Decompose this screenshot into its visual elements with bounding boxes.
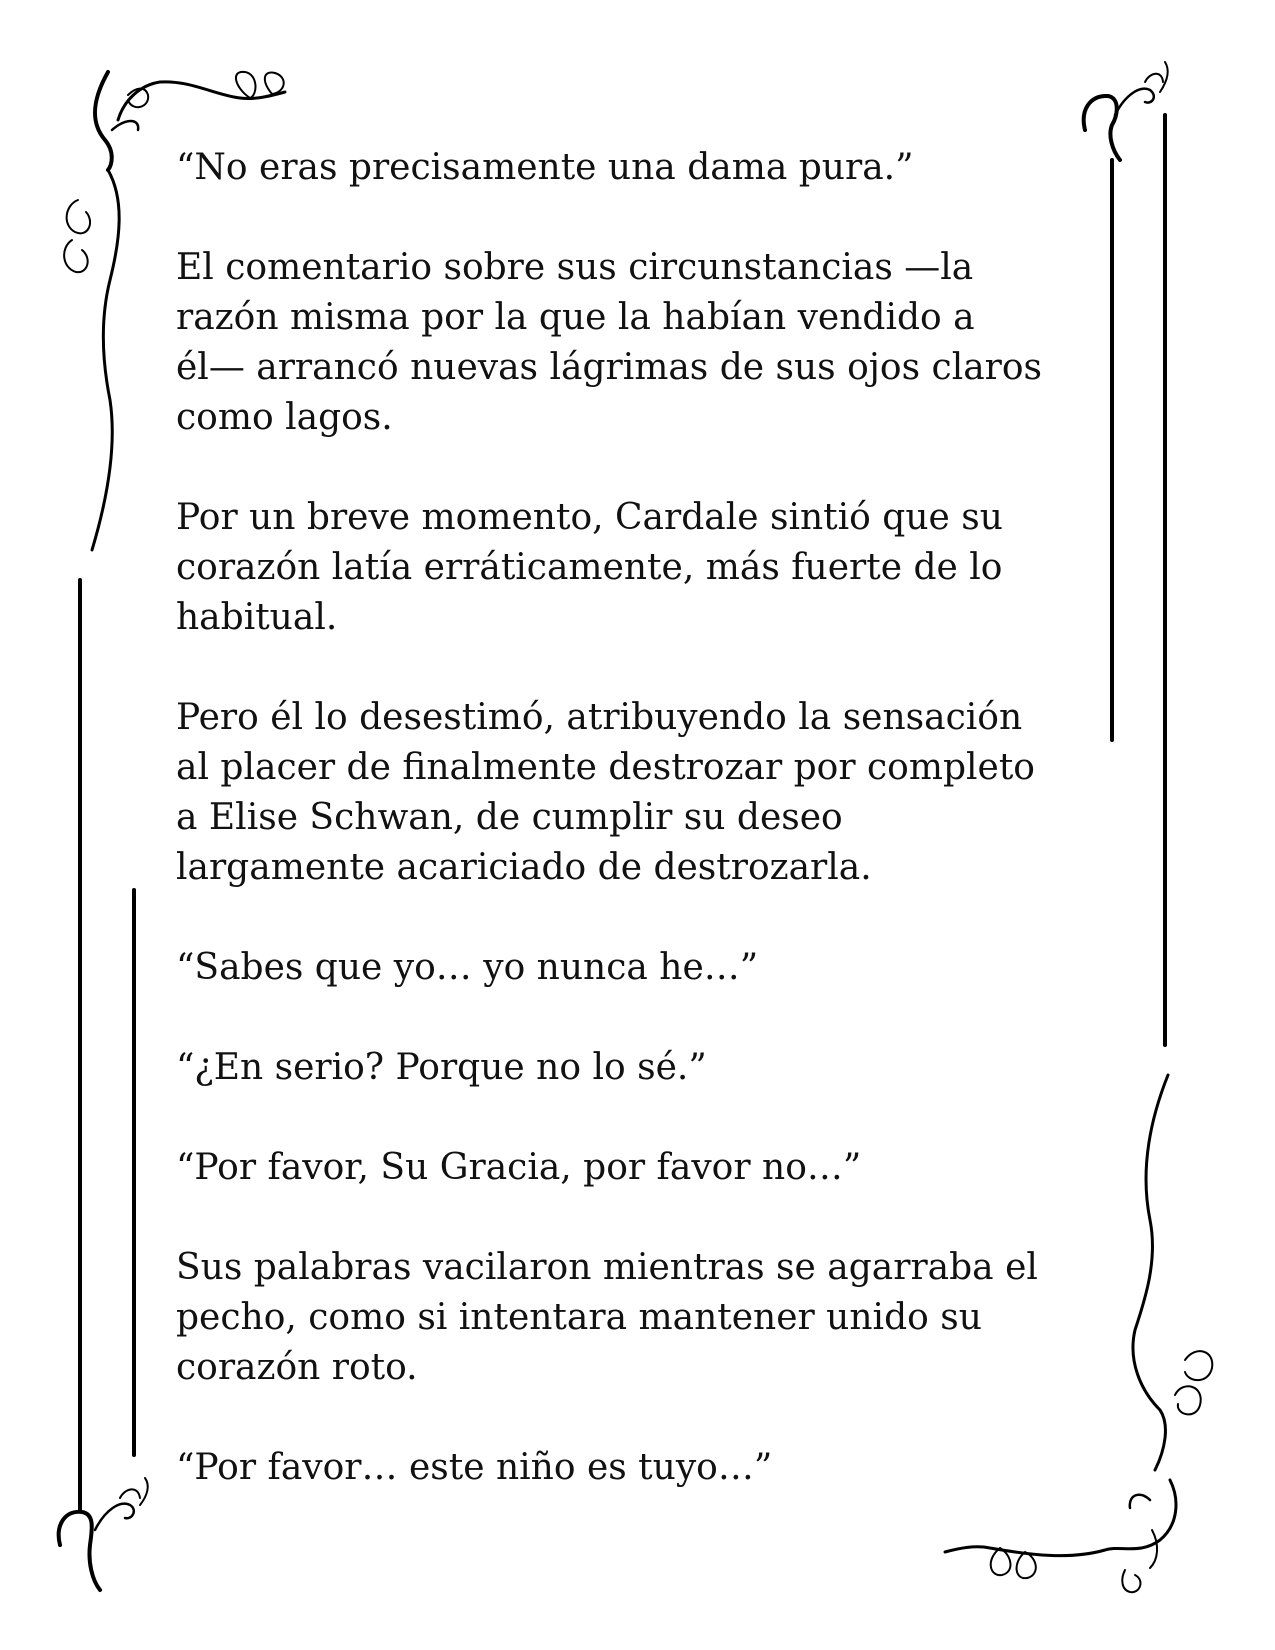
body-text: [176, 143, 1096, 1493]
top-right-flourish: [1084, 62, 1168, 160]
bottom-left-flourish: [59, 1478, 148, 1590]
paragraph: Pero él lo desestimó, atribuyendo la sensación al placer de finalmente destrozar por completo a Elise Schwan, de cumplir su deseo largamente acariciado de destrozarla.: [176, 697, 1035, 888]
paragraph: “Por favor, Su Gracia, por favor no…”: [176, 1147, 862, 1188]
paragraph: El comentario sobre sus circunstancias —la razón misma por la que la habían vendido a él— arrancó nuevas lágrimas de sus ojos claros como lagos.: [176, 247, 1043, 438]
paragraph: “Por favor… este niño es tuyo…”: [176, 1447, 773, 1488]
paragraph: Por un breve momento, Cardale sintió que su corazón latía erráticamente, más fuerte de lo habitual.: [176, 497, 1003, 638]
paragraph: “No eras precisamente una dama pura.”: [176, 147, 914, 188]
paragraph: “¿En serio? Porque no lo sé.”: [176, 1047, 707, 1088]
paragraph: Sus palabras vacilaron mientras se agarraba el pecho, como si intentara mantener unido su corazón roto.: [176, 1247, 1038, 1388]
paragraph: “Sabes que yo… yo nunca he…”: [176, 947, 759, 988]
